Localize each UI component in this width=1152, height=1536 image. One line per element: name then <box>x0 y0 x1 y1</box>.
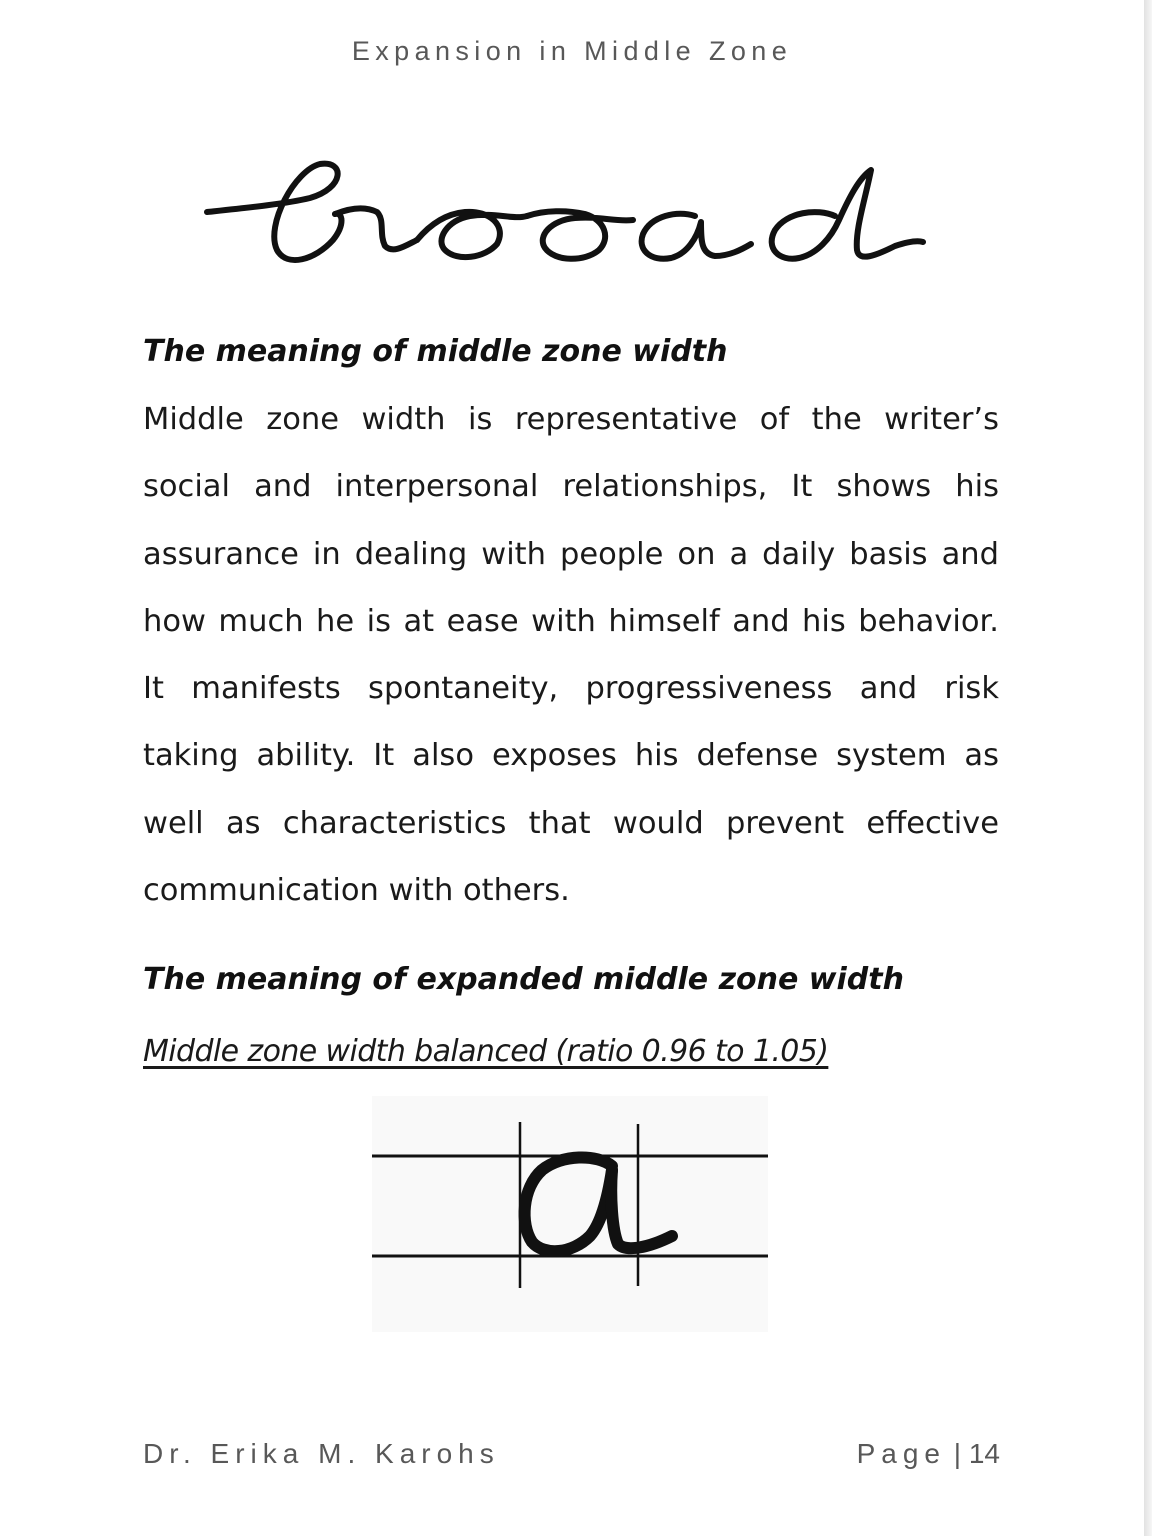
section-paragraph: Middle zone width is representative of the writer’s social and interpersonal relationships, It shows his assurance in dealing with people on a daily basis and how much he is at ease with himself and his behavior. It manifests spontaneity, progressiveness and risk taking ability. It also exposes his defense system as well as characteristics that would prevent effective communication with others. <box>143 402 999 909</box>
subheading-balanced-ratio: Middle zone width balanced (ratio 0.96 to 1.05) <box>143 1034 829 1069</box>
footer-page-value: 14 <box>968 1438 1000 1469</box>
footer-page-word: Page <box>856 1438 946 1469</box>
section-heading-expanded-middle-zone: The meaning of expanded middle zone width <box>143 962 904 997</box>
footer-separator: | <box>953 1438 962 1469</box>
figure-background <box>372 1096 768 1332</box>
running-header: Expansion in Middle Zone <box>351 36 793 66</box>
page-edge-shadow <box>1144 0 1152 1536</box>
middle-zone-letter-figure <box>372 1096 768 1332</box>
footer-author: Dr. Erika M. Karohs <box>143 1438 500 1469</box>
section-heading-middle-zone-width: The meaning of middle zone width <box>143 334 728 369</box>
handwriting-sample-broad <box>195 150 935 280</box>
footer-page-number <box>857 1438 1000 1470</box>
